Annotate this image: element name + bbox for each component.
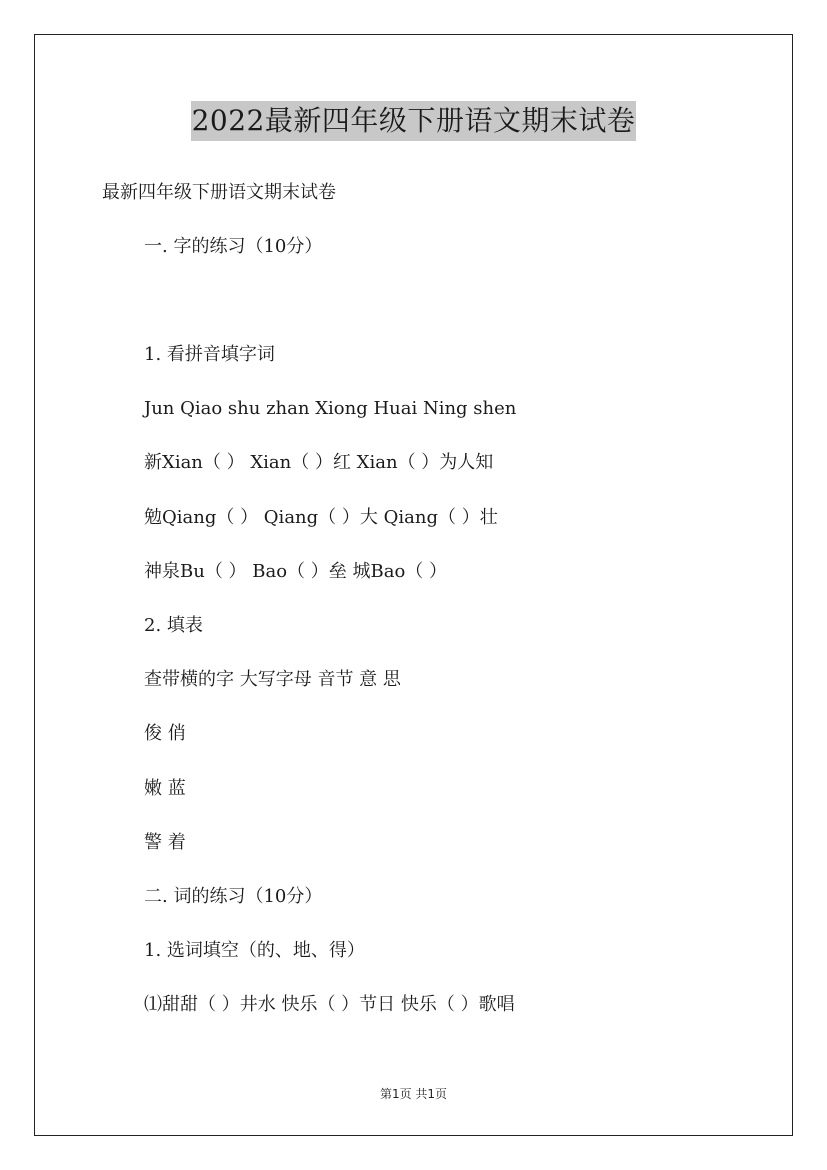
question-heading: 2. 填表 bbox=[144, 615, 203, 636]
table-row-line: 嫩 蓝 bbox=[144, 778, 186, 799]
fill-blank-line: ⑴甜甜（ ）井水 快乐（ ）节日 快乐（ ）歌唱 bbox=[144, 994, 515, 1015]
page-footer: 第1页 共1页 bbox=[379, 1087, 448, 1101]
section-heading-1: 一. 字的练习（10分） bbox=[144, 236, 323, 257]
table-row-line: 俊 俏 bbox=[144, 723, 186, 744]
fill-blank-line: 勉Qiang（ ） Qiang（ ）大 Qiang（ ）壮 bbox=[144, 507, 498, 528]
question-heading: 1. 看拼音填字词 bbox=[144, 344, 275, 365]
table-row-line: 警 着 bbox=[144, 832, 186, 853]
table-header-line: 查带横的字 大写字母 音节 意 思 bbox=[144, 669, 401, 690]
fill-blank-line: 神泉Bu（ ） Bao（ ）垒 城Bao（ ） bbox=[144, 561, 448, 582]
section-heading-2: 二. 词的练习（10分） bbox=[144, 886, 323, 907]
document-title: 2022最新四年级下册语文期末试卷 bbox=[191, 101, 637, 141]
document-subtitle: 最新四年级下册语文期末试卷 bbox=[102, 182, 336, 203]
fill-blank-line: 新Xian（ ） Xian（ ）红 Xian（ ）为人知 bbox=[144, 452, 494, 473]
title-container bbox=[0, 101, 827, 141]
pinyin-line: Jun Qiao shu zhan Xiong Huai Ning shen bbox=[144, 398, 517, 419]
question-heading: 1. 选词填空（的、地、得） bbox=[144, 940, 365, 961]
